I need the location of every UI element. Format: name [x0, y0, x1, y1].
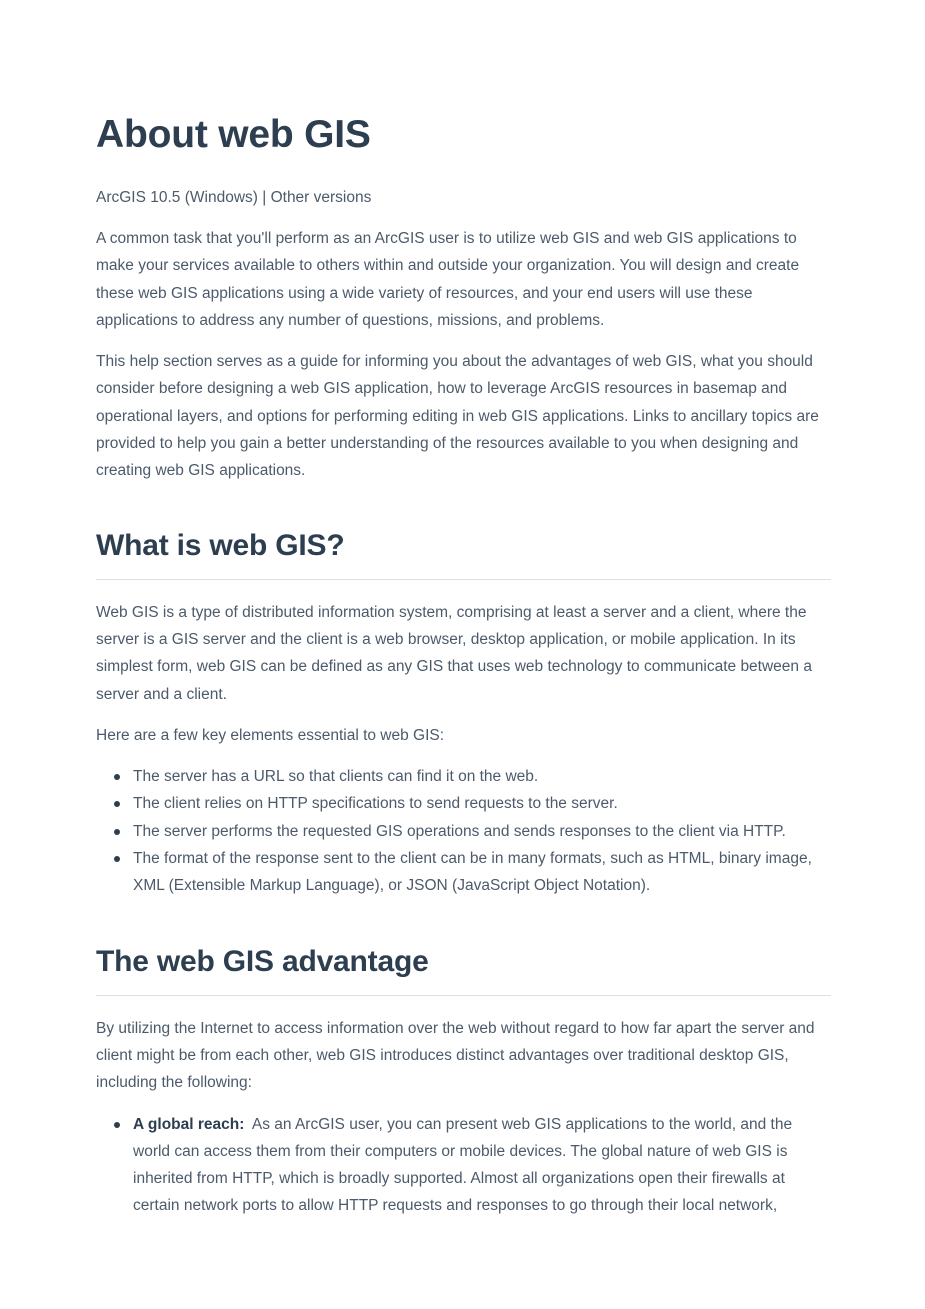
bullet-icon: [114, 829, 120, 835]
list-item: [96, 845, 830, 900]
body-paragraph: Here are a few key elements essential to web GIS:: [96, 726, 445, 744]
page-title: About web GIS: [96, 113, 371, 156]
bullet-icon: [114, 801, 120, 807]
list-item-text: The format of the response sent to the client can be in many formats, such as HTML, binary image, XML (Extensible Markup Language), or JSON (JavaScript Object Notation).: [133, 850, 812, 895]
bullet-icon: [114, 1122, 120, 1128]
product-version: ArcGIS 10.5 (Windows): [96, 189, 258, 206]
other-versions-link[interactable]: Other versions: [270, 189, 372, 206]
version-line: [96, 187, 830, 209]
body-paragraph: Web GIS is a type of distributed information system, comprising at least a server and a client, where the server is a GIS server and the client is a web browser, desktop application, or mobile application. In its simplest form, web GIS can be defined as any GIS that uses web technology to communicate between a server and a client.: [96, 603, 812, 703]
key-elements-list: [96, 763, 830, 899]
intro-paragraph: This help section serves as a guide for informing you about the advantages of web GIS, what you should consider before designing a web GIS application, how to leverage ArcGIS resources in basemap and operational layers, and options for performing editing in web GIS applications. Links to ancillary topics are provided to help you gain a better understanding of the resources available to you when designing and creating web GIS applications.: [96, 353, 819, 480]
list-item-text: The server performs the requested GIS operations and sends responses to the client via HTTP.: [133, 822, 786, 840]
bullet-icon: [114, 774, 120, 780]
list-item-text: The server has a URL so that clients can find it on the web.: [133, 768, 539, 786]
section-divider: [96, 995, 831, 996]
list-item-text: The client relies on HTTP specifications to send requests to the server.: [133, 795, 618, 813]
section-heading-web-gis-advantage: The web GIS advantage: [96, 944, 429, 978]
section-heading-what-is-web-gis: What is web GIS?: [96, 528, 345, 562]
version-separator: |: [257, 189, 271, 206]
list-item: [96, 818, 830, 845]
advantage-text: As an ArcGIS user, you can present web GIS applications to the world, and the world can access them from their computers or mobile devices. The global nature of web GIS is inherited from HTTP, which is broadly supported. Almost all organizations open their firewalls at certain network ports to allow HTTP requests and responses to go through their local network,: [133, 1115, 793, 1215]
advantage-label: A global reach:: [133, 1115, 245, 1133]
bullet-icon: [114, 856, 120, 862]
advantages-list: [96, 1111, 830, 1220]
intro-paragraph: A common task that you'll perform as an ArcGIS user is to utilize web GIS and web GIS applications to make your services available to others within and outside your organization. You will design and create these web GIS applications using a wide variety of resources, and your end users will use these applications to address any number of questions, missions, and problems.: [96, 230, 800, 329]
list-item: [96, 1111, 830, 1220]
list-item: [96, 763, 830, 790]
section-divider: [96, 579, 831, 580]
list-item: [96, 790, 830, 817]
body-paragraph: By utilizing the Internet to access information over the web without regard to how far apart the server and client might be from each other, web GIS introduces distinct advantages over traditional desktop GIS, including the following:: [96, 1019, 815, 1092]
